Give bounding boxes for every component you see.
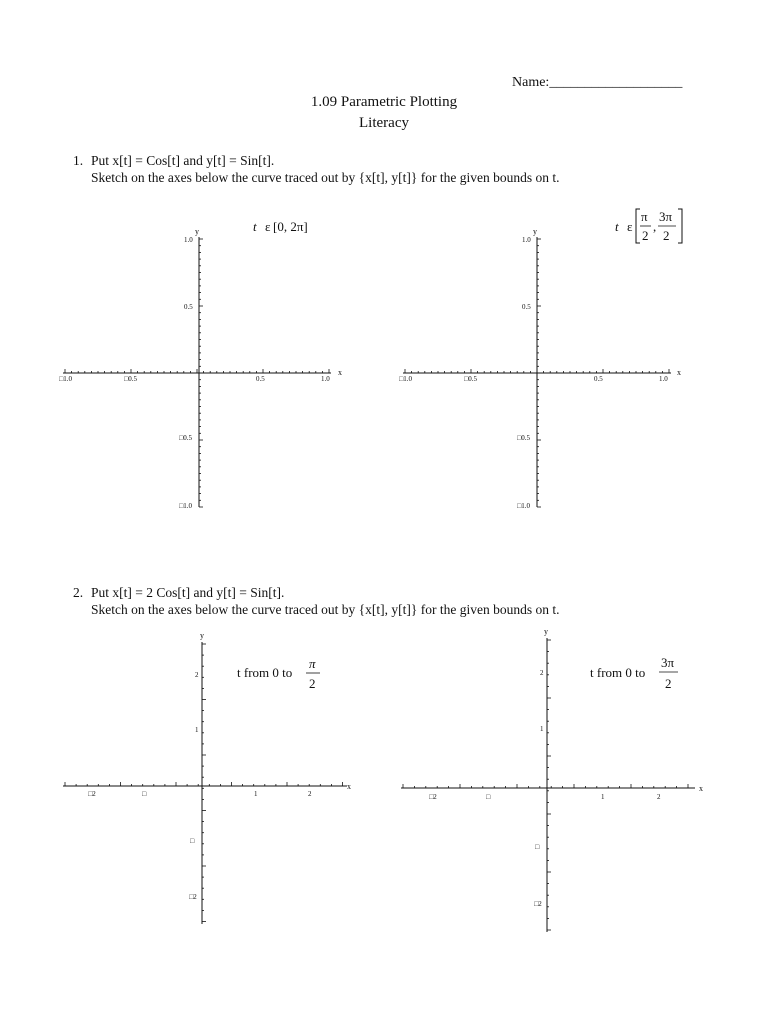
svg-text:,: , [653,219,657,234]
y-tick-label: □1.0 [517,502,530,510]
plot-q2-a [55,628,365,930]
y-axis [537,237,541,507]
bounds-upper-denominator: 2 [663,228,670,243]
y-axis [199,237,203,507]
y-tick-label: 1.0 [184,236,193,244]
plot-q2-b [395,624,715,934]
question-2 [73,584,559,618]
question-number: 1. [73,153,84,168]
x-axis-label: x [677,368,681,377]
question-number: 2. [73,585,84,600]
x-tick-label: 2 [308,790,312,798]
y-tick-label: 0.5 [522,303,531,311]
y-axis-label: y [195,227,199,236]
bounds-label [253,219,308,234]
x-tick-label: 1 [601,793,605,801]
bounds-label [590,655,678,691]
y-tick-label: □2 [534,900,542,908]
bounds-element-of: ε [627,219,633,234]
bounds-denominator: 2 [665,676,672,691]
x-tick-label: □0.5 [124,375,137,383]
y-tick-label: 0.5 [184,303,193,311]
bounds-upper-numerator: 3π [659,209,673,224]
x-axis-label: x [347,782,351,791]
question-instruction: Sketch on the axes below the curve traced out by {x[t], y[t]} for the given bounds on t. [91,602,560,617]
y-tick-label: □1.0 [179,502,192,510]
x-tick-label: 1 [254,790,258,798]
x-tick-label: □1.0 [399,375,412,383]
y-tick-label: □0.5 [179,434,192,442]
question-instruction: Sketch on the axes below the curve traced out by {x[t], y[t]} for the given bounds on t. [91,170,560,185]
y-tick-label: □0.5 [517,434,530,442]
x-axis [401,784,695,788]
bounds-variable: t [253,219,257,234]
question-1 [73,152,559,186]
worksheet-subtitle: Literacy [359,115,409,131]
x-axis [63,782,347,786]
x-tick-label: □0.5 [464,375,477,383]
bounds-lower-numerator: π [641,209,648,224]
x-tick-label: 1.0 [321,375,330,383]
y-tick-label: 1 [195,726,199,734]
x-tick-label: □ [142,790,147,798]
x-tick-label: 0.5 [256,375,265,383]
x-axis [63,369,331,373]
bounds-numerator: π [309,656,316,671]
question-line: Put x[t] = Cos[t] and y[t] = Sin[t]. [91,153,275,168]
bounds-label [237,656,320,691]
x-tick-label: □2 [88,790,96,798]
y-axis [202,642,206,924]
plot-q1-a [55,219,355,515]
x-tick-label: 0.5 [594,375,603,383]
worksheet-title: 1.09 Parametric Plotting [310,94,458,110]
y-tick-label: □2 [189,893,197,901]
name-field: Name:___________________ [512,75,683,90]
x-tick-label: 1.0 [659,375,668,383]
y-tick-label: 2 [195,671,199,679]
x-tick-label: □1.0 [59,375,72,383]
bounds-numerator: 3π [661,655,675,670]
y-tick-label: 2 [540,669,544,677]
y-axis-label: y [200,631,204,640]
bounds-interval: [0, 2π] [273,219,308,234]
question-line: Put x[t] = 2 Cos[t] and y[t] = Sin[t]. [91,585,285,600]
x-tick-label: 2 [657,793,661,801]
bounds-text: t from 0 to [590,665,646,680]
y-tick-label: □ [190,837,195,845]
bounds-element-of: ε [265,219,271,234]
y-axis-label: y [544,627,548,636]
y-tick-label: 1 [540,725,544,733]
x-axis-label: x [699,784,703,793]
x-tick-label: □ [486,793,491,801]
y-axis [547,638,551,932]
y-axis-label: y [533,227,537,236]
y-tick-label: □ [535,843,540,851]
x-tick-label: □2 [429,793,437,801]
bounds-label [615,209,682,243]
bounds-variable: t [615,219,619,234]
x-axis-label: x [338,368,342,377]
bounds-text: t from 0 to [237,665,293,680]
bounds-lower-denominator: 2 [642,228,649,243]
plot-q1-b [395,205,695,515]
y-tick-label: 1.0 [522,236,531,244]
bounds-denominator: 2 [309,676,316,691]
